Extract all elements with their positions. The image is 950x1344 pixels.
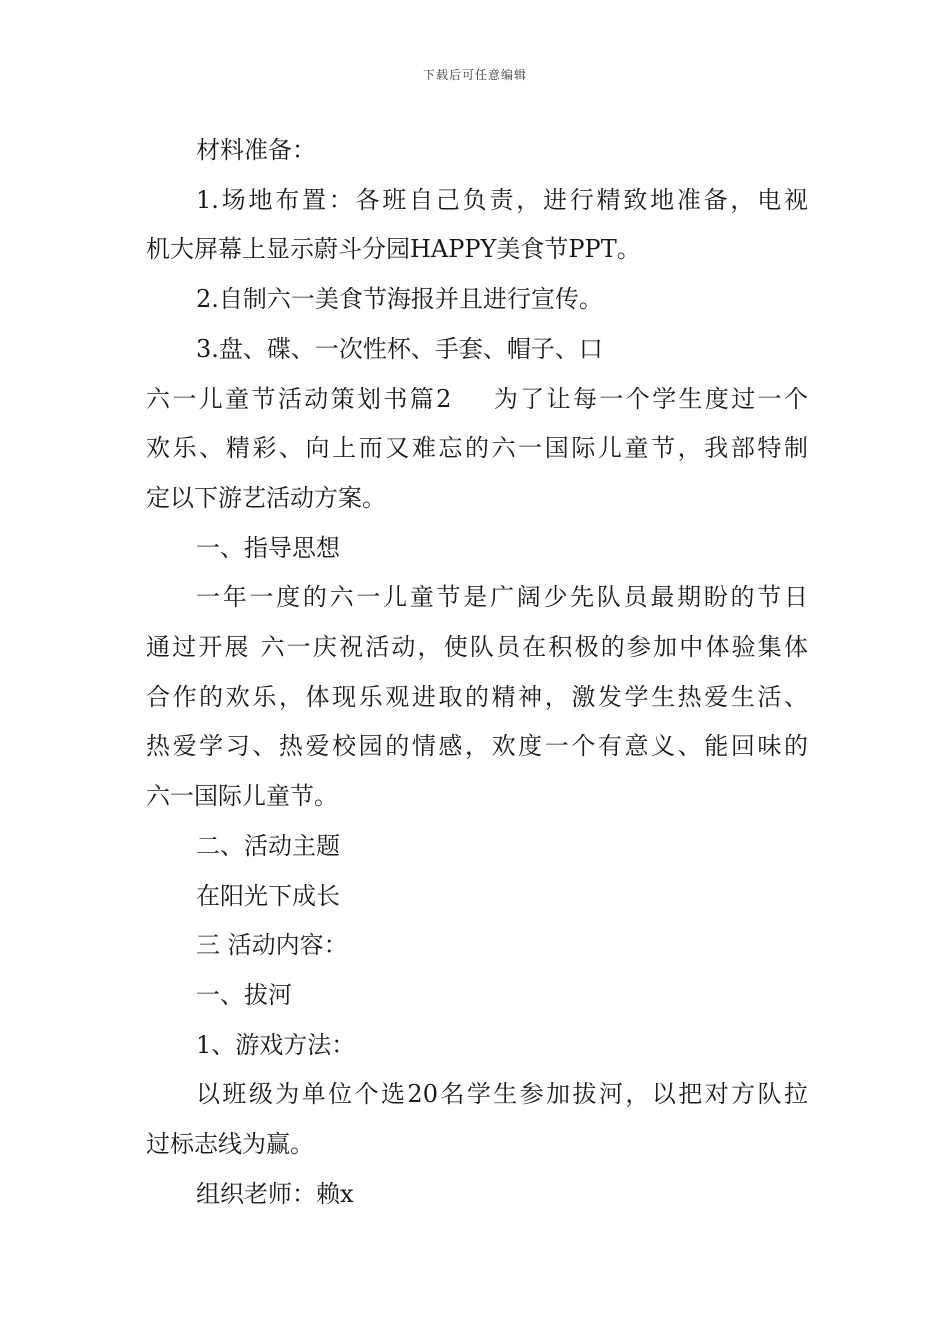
paragraph-line: 组织老师：赖x (196, 1179, 354, 1208)
header-note: 下载后可任意编辑 (422, 68, 527, 82)
paragraph-line: 以班级为单位个选20名学生参加拔河，以把对方队拉 (196, 1080, 808, 1109)
document-body (146, 126, 808, 1219)
paragraph-line: 2.自制六一美食节海报并且进行宣传。 (196, 285, 603, 314)
paragraph-line: 材料准备： (196, 136, 316, 164)
paragraph-text: 为了让每一个学生度过一个 (491, 384, 809, 413)
paragraph-line: 在阳光下成长 (196, 881, 340, 910)
section-heading: 六一儿童节活动策划书篇2 (146, 384, 452, 413)
section-heading: 一、指导思想 (196, 533, 340, 562)
paragraph-line: 定以下游艺活动方案。 (146, 483, 386, 512)
paragraph-line: 过标志线为赢。 (146, 1130, 314, 1159)
paragraph-line: 合作的欢乐，体现乐观进取的精神，激发学生热爱生活、 (146, 682, 808, 711)
section-heading: 三 活动内容： (196, 931, 348, 960)
paragraph-line: 热爱学习、热爱校园的情感，欢度一个有意义、能回味的 (146, 732, 808, 761)
paragraph-line: 欢乐、精彩、向上而又难忘的六一国际儿童节，我部特制 (146, 434, 808, 463)
section-heading: 一、拔河 (196, 980, 292, 1009)
paragraph-line: 机大屏幕上显示蔚斗分园HAPPY美食节PPT。 (146, 235, 641, 264)
paragraph-line: 3.盘、碟、一次性杯、手套、帽子、口 (196, 334, 603, 363)
paragraph-line: 1、游戏方法： (196, 1030, 356, 1059)
paragraph-line: 1.场地布置：各班自己负责，进行精致地准备，电视 (196, 185, 808, 214)
paragraph-line: 通过开展 六一庆祝活动，使队员在积极的参加中体验集体 (146, 633, 808, 662)
paragraph-line (146, 375, 808, 425)
paragraph-line: 六一国际儿童节。 (146, 782, 338, 811)
paragraph-line: 一年一度的六一儿童节是广阔少先队员最期盼的节日 (196, 583, 808, 612)
section-heading: 二、活动主题 (196, 831, 340, 860)
